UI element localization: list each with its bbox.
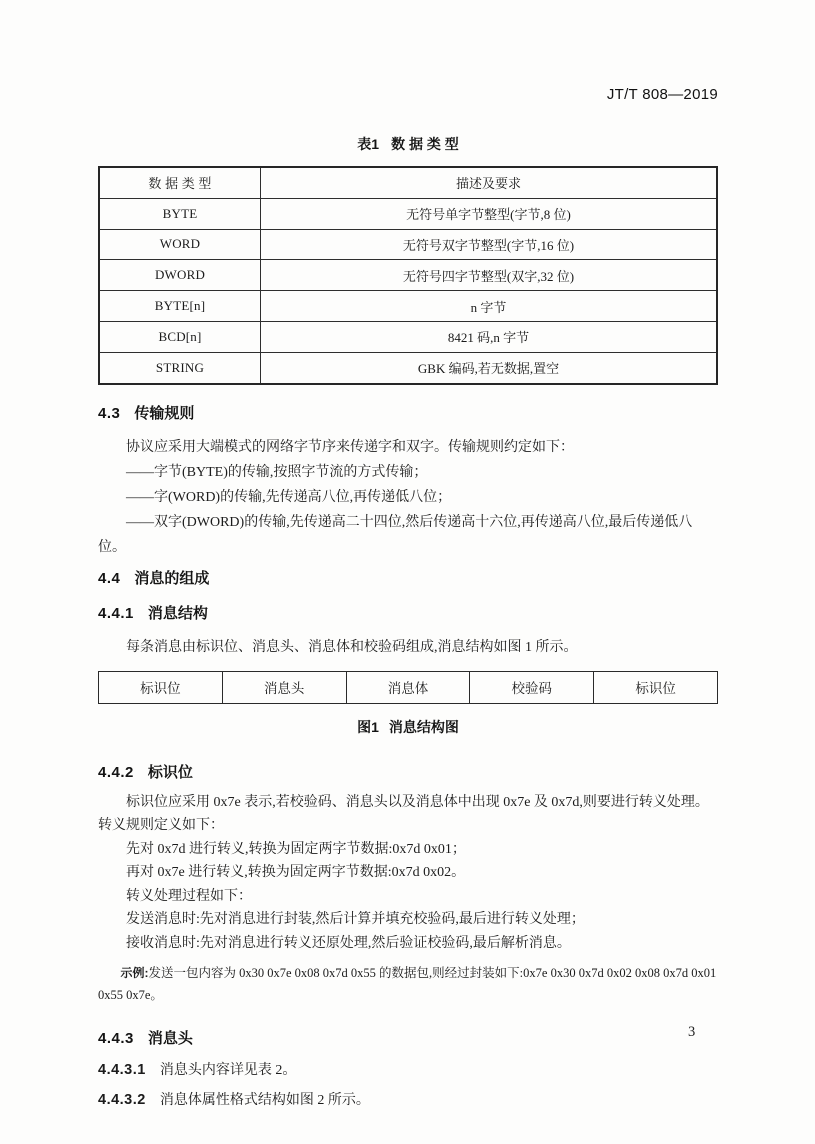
table-row (99, 321, 717, 352)
table-row (99, 260, 717, 291)
table-row (99, 198, 717, 229)
dash-item-word: ——字(WORD)的传输,先传递高八位,再传递低八位； (126, 489, 452, 505)
cell-desc: n 字节 (261, 291, 718, 322)
paragraph-4-4-1: 每条消息由标识位、消息头、消息体和校验码组成,消息结构如图 1 所示。 (126, 639, 578, 655)
dash-item-dword: ——双字(DWORD)的传输,先传递高二十四位,然后传递高十六位,再传递高八位,最后传递低八位。 (98, 514, 693, 555)
paragraph-4-3-intro: 协议应采用大端模式的网络字节序来传递字和双字。传输规则约定如下： (126, 439, 574, 455)
cell-type: WORD (99, 229, 261, 260)
figure-cell-flag-end: 标识位 (594, 671, 718, 703)
clause-text: 消息体属性格式结构如图 2 所示。 (159, 1093, 370, 1109)
paragraph-4-4-2-intro: 标识位应采用 0x7e 表示,若校验码、消息头以及消息体中出现 0x7e 及 0x7d,则要进行转义处理。转义规则定义如下： (98, 794, 709, 834)
table1-caption-title: 数 据 类 型 (391, 136, 459, 152)
table-row (99, 291, 717, 322)
message-structure-figure (98, 671, 718, 704)
section-heading-4-4-1 (98, 604, 718, 624)
cell-desc: 无符号单字节整型(字节,8 位) (261, 198, 718, 229)
section-heading-4-4-2 (98, 763, 718, 783)
cell-type: BYTE[n] (99, 291, 261, 322)
cell-type: BYTE (99, 198, 261, 229)
clause-text: 消息头内容详见表 2。 (159, 1063, 297, 1079)
section-number: 4.4.1 (98, 604, 134, 622)
doc-number-header: JT/T 808—2019 (606, 86, 718, 103)
table1-caption (98, 134, 718, 154)
figure1-caption-number: 图1 (357, 718, 379, 735)
section-title: 消息头 (147, 1030, 193, 1048)
escape-rule-1: 先对 0x7d 进行转义,转换为固定两字节数据:0x7d 0x01； (126, 841, 466, 857)
figure-cell-checksum: 校验码 (470, 671, 594, 703)
figure-row (99, 671, 718, 703)
page-number: 3 (688, 1024, 696, 1040)
send-message-rule: 发送消息时:先对消息进行封装,然后计算并填充校验码,最后进行转义处理； (126, 912, 585, 928)
cell-desc: 8421 码,n 字节 (261, 321, 718, 352)
figure1-caption-title: 消息结构图 (388, 718, 459, 735)
cell-desc: 无符号四字节整型(双字,32 位) (261, 260, 718, 291)
figure-cell-flag-start: 标识位 (99, 671, 223, 703)
escape-rule-2: 再对 0x7e 进行转义,转换为固定两字节数据:0x7d 0x02。 (126, 865, 466, 881)
paragraph-escape-process: 转义处理过程如下： (126, 888, 252, 904)
figure-cell-header: 消息头 (222, 671, 346, 703)
column-header-type: 数 据 类 型 (99, 167, 261, 198)
cell-desc: GBK 编码,若无数据,置空 (261, 352, 718, 383)
cell-type: STRING (99, 352, 261, 383)
receive-message-rule: 接收消息时:先对消息进行转义还原处理,然后验证校验码,最后解析消息。 (126, 935, 571, 951)
cell-desc: 无符号双字节整型(字节,16 位) (261, 229, 718, 260)
section-number: 4.4 (98, 569, 121, 587)
figure1-caption (98, 717, 718, 737)
table-row (99, 352, 717, 383)
example-text: 发送一包内容为 0x30 0x7e 0x08 0x7d 0x55 的数据包,则经过封装如下:0x7e 0x30 0x7d 0x02 0x08 0x7d 0x01 0x55 0x7e。 (98, 966, 717, 1003)
table-row (99, 229, 717, 260)
section-title: 消息结构 (147, 604, 208, 622)
clause-4-4-3-1 (98, 1058, 718, 1083)
section-title: 传输规则 (134, 404, 195, 422)
section-heading-4-4 (98, 569, 718, 589)
figure-cell-body: 消息体 (346, 671, 470, 703)
data-types-table (98, 166, 718, 385)
clause-number: 4.4.3.1 (98, 1062, 146, 1079)
page-content (98, 0, 718, 1113)
section-number: 4.4.3 (98, 1030, 134, 1048)
section-heading-4-3 (98, 404, 718, 424)
table1-caption-number: 表1 (357, 136, 380, 152)
cell-type: BCD[n] (99, 321, 261, 352)
cell-type: DWORD (99, 260, 261, 291)
dash-item-byte: ——字节(BYTE)的传输,按照字节流的方式传输； (126, 464, 428, 480)
clause-4-4-3-2 (98, 1088, 718, 1113)
clause-number: 4.4.3.2 (98, 1092, 146, 1109)
section-number: 4.4.2 (98, 763, 134, 781)
table-header-row (99, 167, 717, 198)
section-title: 消息的组成 (134, 569, 210, 587)
section-title: 标识位 (147, 763, 193, 781)
section-heading-4-4-3 (98, 1029, 718, 1049)
example-label: 示例: (120, 966, 149, 981)
column-header-desc: 描述及要求 (261, 167, 718, 198)
section-number: 4.3 (98, 404, 121, 422)
example-paragraph (98, 962, 718, 1006)
